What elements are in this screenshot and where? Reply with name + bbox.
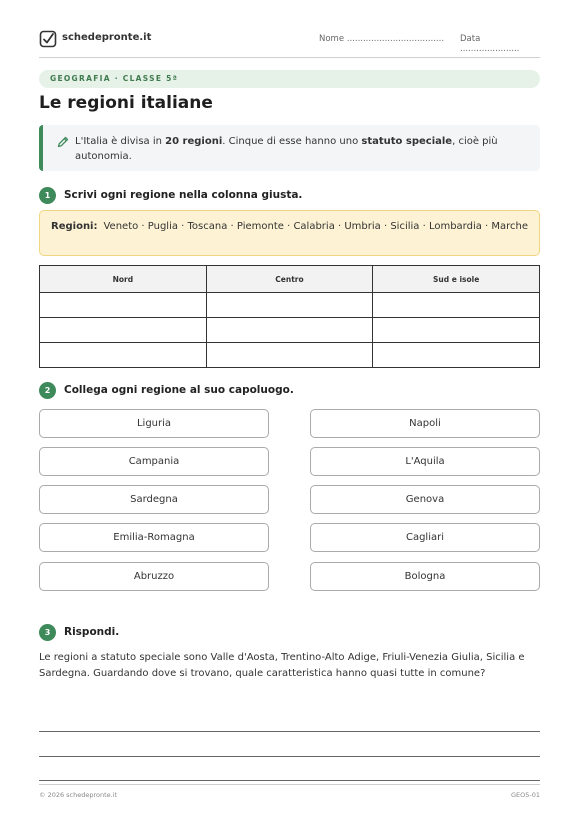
intro-text-part: . Cinque di esse hanno uno [222, 136, 362, 147]
name-field: Nome .................................... [319, 34, 445, 44]
regions-text [51, 219, 531, 235]
checkbox-logo-icon [39, 30, 57, 48]
copyright-text: © 2026 schedepronte.it [39, 791, 118, 799]
capital-box[interactable]: Napoli [310, 409, 540, 438]
intro-text-part: L'Italia è divisa in [75, 136, 166, 147]
answer-line[interactable] [39, 731, 540, 732]
page-header [39, 30, 540, 58]
region-box[interactable]: Campania [39, 447, 269, 476]
regions-word-bank [39, 210, 540, 256]
table-row [40, 343, 540, 368]
table-cell[interactable] [40, 293, 207, 318]
question-text: Collega ogni regione al suo capoluogo. [64, 384, 294, 396]
pencil-icon [56, 135, 70, 149]
question-number: 1 [39, 187, 56, 204]
table-cell[interactable] [40, 343, 207, 368]
region-box[interactable]: Emilia-Romagna [39, 523, 269, 552]
intro-text-part: , cioè più autonomia. [75, 136, 498, 162]
capital-box[interactable]: Cagliari [310, 523, 540, 552]
intro-text [75, 134, 530, 164]
question-number: 2 [39, 382, 56, 399]
answer-line[interactable] [39, 780, 540, 781]
brand-name: schedepronte.it [62, 32, 152, 43]
subject-tag [39, 70, 540, 88]
column-header-nord: Nord [40, 266, 207, 293]
regions-list: Veneto · Puglia · Toscana · Piemonte · Calabria · Umbria · Sicilia · Lombardia · Marche [103, 221, 529, 232]
intro-highlight: statuto speciale [361, 136, 453, 147]
intro-box [39, 125, 540, 171]
region-box[interactable]: Liguria [39, 409, 269, 438]
regions-label: Regioni: [51, 221, 98, 232]
answer-line[interactable] [39, 756, 540, 757]
table-row [40, 293, 540, 318]
intro-highlight: 20 regioni [165, 136, 223, 147]
capital-box[interactable]: Bologna [310, 562, 540, 591]
table-cell[interactable] [373, 343, 540, 368]
date-field: Data ...................... [460, 34, 520, 54]
table-cell[interactable] [206, 343, 373, 368]
capital-box[interactable]: Genova [310, 485, 540, 514]
region-box[interactable]: Abruzzo [39, 562, 269, 591]
question-text: Rispondi. [64, 626, 120, 638]
table-cell[interactable] [206, 318, 373, 343]
table-cell[interactable] [373, 293, 540, 318]
table-cell[interactable] [206, 293, 373, 318]
subject-tag-label: GEOGRAFIA · CLASSE 5ª [50, 74, 179, 83]
capital-box[interactable]: L'Aquila [310, 447, 540, 476]
table-cell[interactable] [373, 318, 540, 343]
question-text: Scrivi ogni regione nella colonna giusta. [64, 189, 303, 201]
sorting-table [39, 265, 540, 368]
worksheet-code: GEO5-01 [510, 791, 540, 799]
question-3-body: Le regioni a statuto speciale sono Valle d'Aosta, Trentino-Alto Adige, Friuli-Venezia Giulia, Sicilia e Sardegna. Guardando dove si trovano, quale caratteristica hanno quasi tutte in comune? [39, 652, 525, 679]
column-header-centro: Centro [206, 266, 373, 293]
region-box[interactable]: Sardegna [39, 485, 269, 514]
page-title: Le regioni italiane [39, 93, 213, 113]
table-cell[interactable] [40, 318, 207, 343]
page-footer [39, 784, 540, 799]
column-header-sud: Sud e isole [373, 266, 540, 293]
table-row [40, 318, 540, 343]
question-number: 3 [39, 624, 56, 641]
